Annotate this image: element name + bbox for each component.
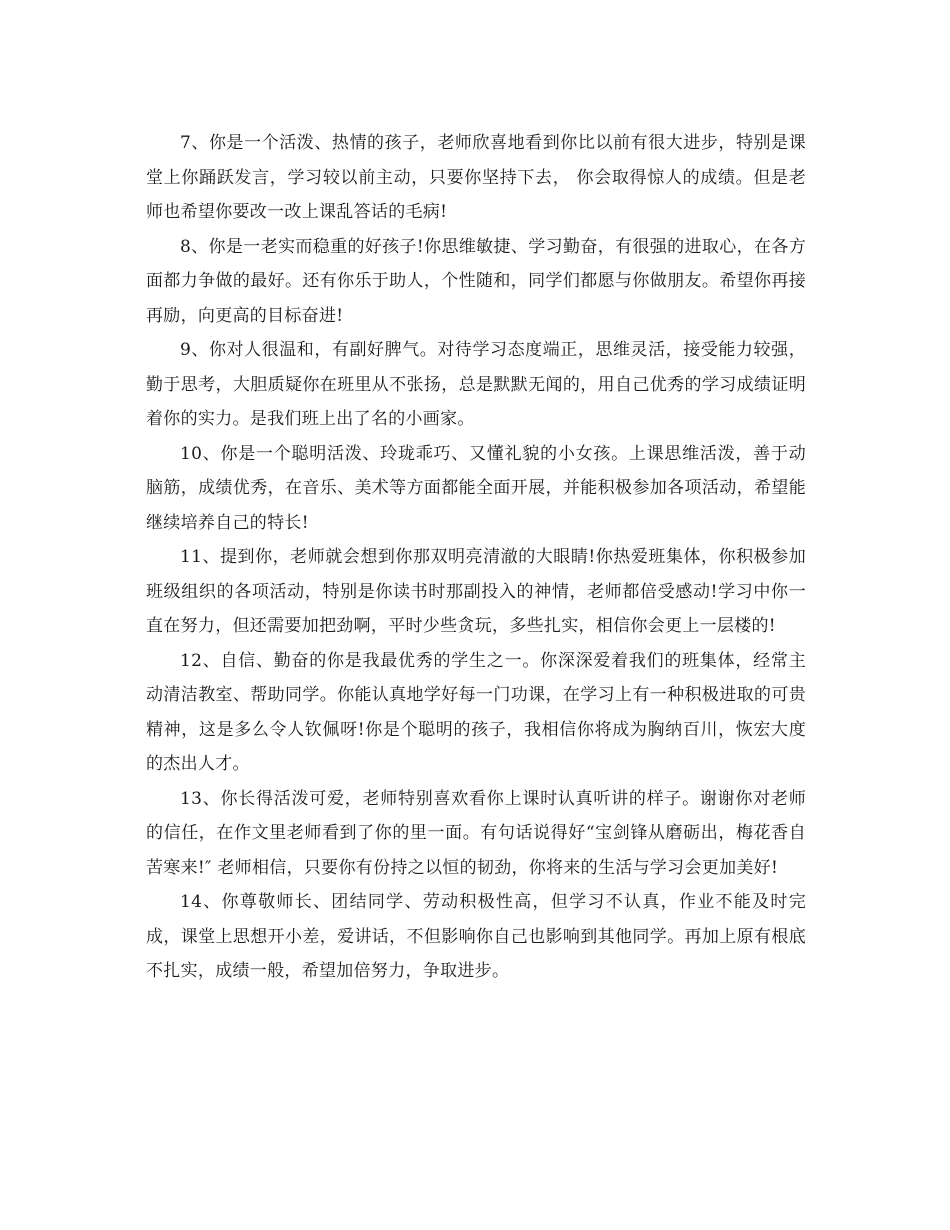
comment-paragraph-12: 12、自信、勤奋的你是我最优秀的学生之一。你深深爱着我们的班集体，经常主动清洁教室、帮助同学。你能认真地学好每一门功课，在学习上有一种积极进取的可贵精神，这是多么令人钦佩呀!你是个聪明的孩子，我相信你将成为胸纳百川，恢宏大度的杰出人才。 xyxy=(146,650,806,774)
comment-paragraph-11: 11、提到你，老师就会想到你那双明亮清澈的大眼睛!你热爱班集体，你积极参加班级组织的各项活动，特别是你读书时那副投入的神情，老师都倍受感动!学习中你一直在努力，但还需要加把劲啊，平时少些贪玩，多些扎实，相信你会更上一层楼的! xyxy=(146,547,806,636)
document-body xyxy=(146,126,806,989)
comment-paragraph-14: 14、你尊敬师长、团结同学、劳动积极性高，但学习不认真，作业不能及时完成，课堂上思想开小差，爱讲话，不但影响你自己也影响到其他同学。再加上原有根底不扎实，成绩一般，希望加倍努力，争取进步。 xyxy=(146,892,806,981)
comment-paragraph-10: 10、你是一个聪明活泼、玲珑乖巧、又懂礼貌的小女孩。上课思维活泼，善于动脑筋，成绩优秀，在音乐、美术等方面都能全面开展，并能积极参加各项活动，希望能继续培养自己的特长! xyxy=(146,443,806,533)
comment-paragraph-8: 8、你是一老实而稳重的好孩子!你思维敏捷、学习勤奋，有很强的进取心，在各方面都力争做的最好。还有你乐于助人，个性随和，同学们都愿与你做朋友。希望你再接再励，向更高的目标奋进! xyxy=(146,236,806,326)
comment-paragraph-7: 7、你是一个活泼、热情的孩子，老师欣喜地看到你比以前有很大进步，特别是课堂上你踊跃发言，学习较以前主动，只要你坚持下去， 你会取得惊人的成绩。但是老师也希望你要改一改上课乱答话的毛病! xyxy=(146,133,806,222)
comment-paragraph-9: 9、你对人很温和，有副好脾气。对待学习态度端正，思维灵活，接受能力较强，勤于思考，大胆质疑你在班里从不张扬，总是默默无闻的，用自己优秀的学习成绩证明着你的实力。是我们班上出了名的小画家。 xyxy=(146,340,806,429)
comment-paragraph-13: 13、你长得活泼可爱，老师特别喜欢看你上课时认真听讲的样子。谢谢你对老师的信任，在作文里老师看到了你的里一面。有句话说得好“宝剑锋从磨砺出，梅花香自苦寒来!″ 老师相信，只要你有份持之以恒的韧劲，你将来的生活与学习会更加美好! xyxy=(146,788,806,878)
